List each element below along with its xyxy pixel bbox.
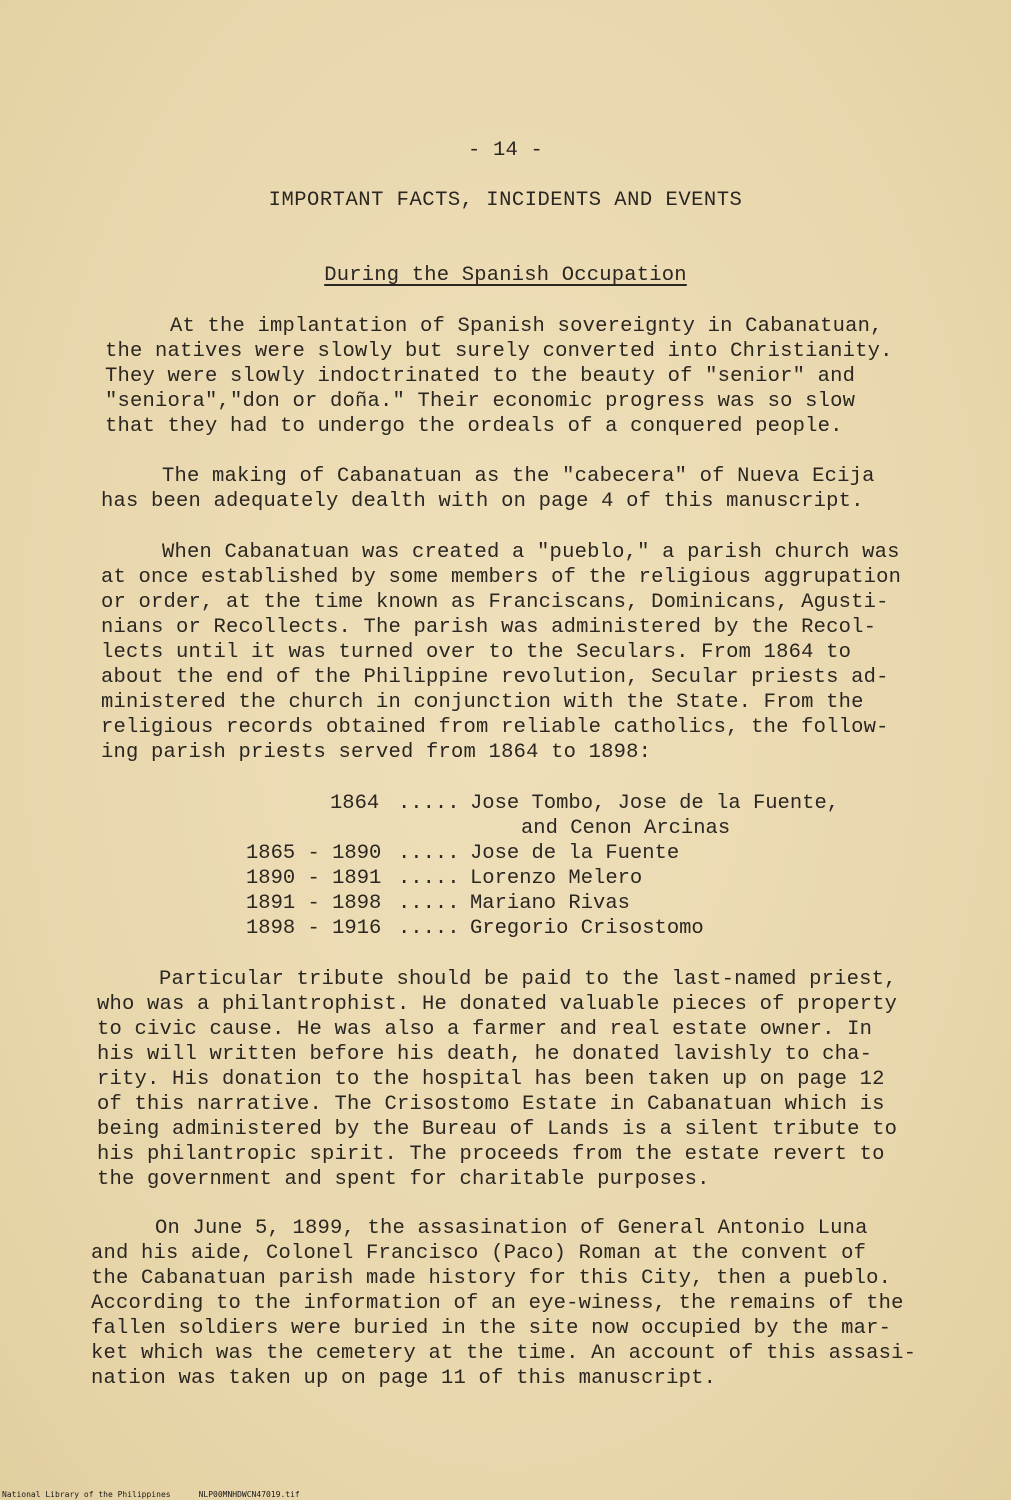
priest-leader: ..... <box>398 917 460 940</box>
priest-names: Lorenzo Melero <box>470 867 643 890</box>
paragraph-line: and his aide, Colonel Francisco (Paco) Roman at the convent of <box>91 1242 867 1265</box>
scan-footer <box>2 1490 328 1499</box>
priest-years: 1864 <box>330 792 380 815</box>
paragraph-line: Particular tribute should be paid to the last-named priest, <box>159 968 897 991</box>
priest-leader: ..... <box>398 792 460 815</box>
priest-years: 1865 - 1890 <box>246 842 382 865</box>
paragraph-line: ministered the church in conjunction with the State. From the <box>101 691 864 714</box>
paragraph-line: to civic cause. He was also a farmer and real estate owner. In <box>97 1018 873 1041</box>
paragraph-line: the Cabanatuan parish made history for this City, then a pueblo. <box>91 1267 892 1290</box>
paragraph-line: at once established by some members of the religious aggrupation <box>101 566 902 589</box>
priest-names: and Cenon Arcinas <box>521 817 731 840</box>
paragraph-line: "seniora","don or doña." Their economic progress was so slow <box>105 390 856 413</box>
paragraph-line: When Cabanatuan was created a "pueblo," a parish church was <box>162 541 900 564</box>
paragraph-line: has been adequately dealth with on page 4 of this manuscript. <box>101 490 864 513</box>
page-title: IMPORTANT FACTS, INCIDENTS AND EVENTS <box>268 189 743 212</box>
priest-names: Jose Tombo, Jose de la Fuente, <box>470 792 840 815</box>
paragraph-line: At the implantation of Spanish sovereignty in Cabanatuan, <box>170 315 883 338</box>
priest-years: 1891 - 1898 <box>246 892 382 915</box>
priest-years: 1890 - 1891 <box>246 867 382 890</box>
footer-filename: NLP00MNHDWCN47019.tif <box>198 1490 300 1499</box>
page-number: - 14 - <box>467 139 543 162</box>
priest-names: Jose de la Fuente <box>470 842 680 865</box>
paragraph-line: rity. His donation to the hospital has been taken up on page 12 <box>97 1068 885 1091</box>
paragraph-line: about the end of the Philippine revolution, Secular priests ad- <box>101 666 889 689</box>
paragraph-line: fallen soldiers were buried in the site now occupied by the mar- <box>91 1317 892 1340</box>
paragraph-line: of this narrative. The Crisostomo Estate in Cabanatuan which is <box>97 1093 885 1116</box>
paragraph-line: his philantropic spirit. The proceeds from the estate revert to <box>97 1143 885 1166</box>
paragraph-line: lects until it was turned over to the Seculars. From 1864 to <box>101 641 852 664</box>
priest-names: Gregorio Crisostomo <box>470 917 704 940</box>
paragraph-line: the government and spent for charitable purposes. <box>97 1168 710 1191</box>
paragraph-line: that they had to undergo the ordeals of a conquered people. <box>105 415 843 438</box>
paragraph-line: nians or Recollects. The parish was administered by the Recol- <box>101 616 877 639</box>
paragraph-line: ing parish priests served from 1864 to 1898: <box>101 741 652 764</box>
paragraph-line: On June 5, 1899, the assasination of General Antonio Luna <box>155 1217 868 1240</box>
paragraph-line: his will written before his death, he donated lavishly to cha- <box>97 1043 873 1066</box>
paragraph-line: ket which was the cemetery at the time. An account of this assasi- <box>91 1342 917 1365</box>
footer-library: National Library of the Philippines <box>2 1490 171 1499</box>
paragraph-line: According to the information of an eye-winess, the remains of the <box>91 1292 904 1315</box>
priest-leader: ..... <box>398 892 460 915</box>
paragraph-line: or order, at the time known as Franciscans, Dominicans, Agusti- <box>101 591 889 614</box>
paragraph-line: nation was taken up on page 11 of this manuscript. <box>91 1367 717 1390</box>
priest-leader: ..... <box>398 842 460 865</box>
section-subtitle: During the Spanish Occupation <box>324 264 687 287</box>
paragraph-line: being administered by the Bureau of Lands is a silent tribute to <box>97 1118 898 1141</box>
paragraph-line: religious records obtained from reliable catholics, the follow- <box>101 716 889 739</box>
priest-leader: ..... <box>398 867 460 890</box>
paragraph-line: who was a philantrophist. He donated valuable pieces of property <box>97 993 898 1016</box>
paragraph-line: The making of Cabanatuan as the "cabecera" of Nueva Ecija <box>162 465 875 488</box>
priest-years: 1898 - 1916 <box>246 917 382 940</box>
priest-names: Mariano Rivas <box>470 892 630 915</box>
paragraph-line: They were slowly indoctrinated to the beauty of "senior" and <box>105 365 856 388</box>
paragraph-line: the natives were slowly but surely converted into Christianity. <box>105 340 893 363</box>
